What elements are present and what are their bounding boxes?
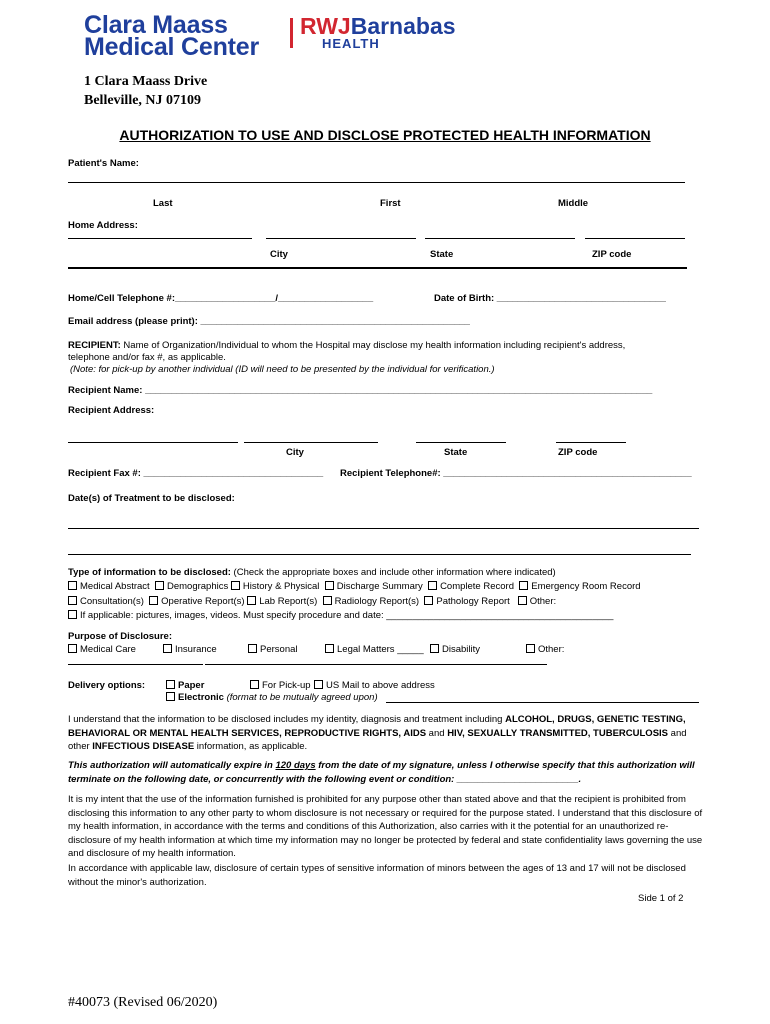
minors-paragraph: In accordance with applicable law, disclosure of certain types of sensitive information of minors between the ages of 13 and 17 will not be disclosed without the minor's authorization. <box>68 863 686 888</box>
address-line-2-field[interactable] <box>68 267 687 269</box>
partner-logo-barnabas: Barnabas <box>350 13 456 39</box>
recipient-heading: RECIPIENT: <box>68 340 121 351</box>
checkbox-square[interactable] <box>518 596 527 605</box>
checkbox-square[interactable] <box>231 581 240 590</box>
logo-line-2: Medical Center <box>84 33 260 61</box>
types-row-1 <box>68 581 641 592</box>
checkbox-purpose-medical-care[interactable] <box>68 644 136 655</box>
checkbox-purpose-disability[interactable] <box>430 644 480 655</box>
sensitive-info-paragraph <box>68 713 708 754</box>
form-number: #40073 (Revised 06/2020) <box>68 995 218 1010</box>
checkbox-operative-reports[interactable] <box>149 596 244 607</box>
checkbox-delivery-paper[interactable] <box>166 680 204 691</box>
checkbox-label: Other: <box>529 596 557 607</box>
intent-paragraph: It is my intent that the use of the information furnished is prohibited for any purpose other than stated above and that the recipient is prohibited from disclosing this information to any other party to whom disclosure is not necessary or required for the purpose stated. I understand that this disclosure of my health information, in accordance with the terms and conditions of this Authorization, also carries with it the potential for an unauthorized re-disclosure of my health information at which time my information may no longer be protected by federal and state confidentiality laws governing the use and disclosure of my health information. <box>68 794 703 859</box>
checkbox-square[interactable] <box>68 610 77 619</box>
checkbox-square[interactable] <box>68 596 77 605</box>
recipient-phone-field[interactable]: Recipient Telephone#: _______________________________________________ <box>340 468 692 479</box>
logo-line-1: Clara Maass <box>84 11 228 39</box>
checkbox-square[interactable] <box>166 680 175 689</box>
checkbox-square[interactable] <box>68 581 77 590</box>
email-field[interactable]: Email address (please print): ___________________________________________________ <box>68 316 470 327</box>
checkbox-delivery-pickup[interactable] <box>250 680 311 691</box>
dates-field-2[interactable] <box>68 554 691 555</box>
recipient-instructions <box>68 340 625 351</box>
checkbox-label: Disability <box>442 644 481 655</box>
checkbox-square[interactable] <box>519 581 528 590</box>
zip-caption: ZIP code <box>592 249 632 260</box>
electronic-note: (format to be mutually agreed upon) <box>226 692 378 703</box>
dob-field[interactable]: Date of Birth: ________________________________ <box>434 293 666 304</box>
hospital-logo <box>84 11 260 61</box>
checkbox-square[interactable] <box>163 644 172 653</box>
checkbox-label: For Pick-up <box>262 680 311 691</box>
electronic-format-field[interactable] <box>386 702 699 703</box>
checkbox-demographics[interactable] <box>155 581 228 592</box>
checkbox-label: Medical Care <box>80 644 136 655</box>
dates-field-1[interactable] <box>68 528 699 529</box>
checkbox-radiology-reports[interactable] <box>323 596 419 607</box>
checkbox-type-other[interactable] <box>518 596 556 607</box>
form-title: AUTHORIZATION TO USE AND DISCLOSE PROTECTED HEALTH INFORMATION <box>119 127 651 143</box>
dates-label: Date(s) of Treatment to be disclosed: <box>68 493 235 504</box>
checkbox-label: Personal <box>260 644 298 655</box>
address-line-2: Belleville, NJ 07109 <box>84 93 202 108</box>
checkbox-square[interactable] <box>323 596 332 605</box>
checkbox-square[interactable] <box>430 644 439 653</box>
checkbox-label: Operative Report(s) <box>161 596 245 607</box>
recipient-note: (Note: for pick-up by another individual (ID will need to be presented by the individual for verification.) <box>70 364 495 375</box>
para1-e: and other <box>68 727 687 752</box>
para1-f: INFECTIOUS DISEASE <box>92 741 195 752</box>
checkbox-square[interactable] <box>428 581 437 590</box>
recipient-city-field[interactable] <box>244 442 378 443</box>
address-line-1: 1 Clara Maass Drive <box>84 74 208 89</box>
hospital-address <box>84 72 207 110</box>
recipient-text: Name of Organization/Individual to whom the Hospital may disclose my health information including recipient's address, <box>120 340 626 351</box>
expiration-paragraph <box>68 759 708 786</box>
recipient-state-caption: State <box>444 447 468 458</box>
checkbox-complete-record[interactable] <box>428 581 514 592</box>
home-address-label: Home Address: <box>68 220 138 231</box>
partner-logo-rwj: RWJ <box>300 13 351 39</box>
checkbox-square[interactable] <box>149 596 158 605</box>
checkbox-medical-abstract[interactable] <box>68 581 150 592</box>
checkbox-label: Emergency Room Record <box>531 581 641 592</box>
checkbox-square[interactable] <box>166 692 175 701</box>
checkbox-label: If applicable: pictures, images, videos. Must specify procedure and date: ___________________________________________ <box>80 610 614 621</box>
type-instructions <box>68 567 556 578</box>
checkbox-square[interactable] <box>68 644 77 653</box>
recipient-name-field[interactable]: Recipient Name: ________________________________________________________________________________________________ <box>68 385 653 396</box>
checkbox-delivery-mail[interactable] <box>314 680 435 691</box>
logo-divider <box>290 18 293 48</box>
checkbox-label: Consultation(s) <box>80 596 144 607</box>
name-middle-caption: Middle <box>558 198 589 209</box>
checkbox-consultations[interactable] <box>68 596 144 607</box>
para1-a: I understand that the information to be disclosed includes my identity, diagnosis and treatment including <box>68 714 506 725</box>
patient-name-label: Patient's Name: <box>68 158 139 169</box>
recipient-text-2: telephone and/or fax #, as applicable. <box>68 352 226 363</box>
para2-b: 120 days <box>275 760 316 771</box>
checkbox-label: Discharge Summary <box>336 581 423 592</box>
checkbox-square[interactable] <box>155 581 164 590</box>
street-field[interactable] <box>68 238 252 239</box>
para1-b: ALCOHOL, DRUGS, GENETIC TESTING, BEHAVIORAL OR MENTAL HEALTH SERVICES, REPRODUCTIVE RIGHTS, AIDS <box>68 714 686 739</box>
city-field[interactable] <box>266 238 416 239</box>
state-field[interactable] <box>425 238 575 239</box>
checkbox-square[interactable] <box>250 680 259 689</box>
phone-field[interactable]: Home/Cell Telephone #:___________________/__________________ <box>68 293 374 304</box>
partner-logo-health: HEALTH <box>322 36 380 51</box>
checkbox-lab-reports[interactable] <box>247 596 317 607</box>
zip-field[interactable] <box>585 238 685 239</box>
checkbox-label: Medical Abstract <box>80 581 150 592</box>
purpose-row <box>68 644 708 658</box>
checkbox-square[interactable] <box>248 644 257 653</box>
checkbox-label: Insurance <box>175 644 217 655</box>
patient-name-field[interactable] <box>68 182 685 183</box>
checkbox-label: Demographics <box>166 581 229 592</box>
checkbox-label: History & Physical <box>242 581 320 592</box>
checkbox-label: Lab Report(s) <box>259 596 318 607</box>
checkbox-label: Pathology Report <box>436 596 510 607</box>
para1-d: HIV, SEXUALLY TRANSMITTED, TUBERCULOSIS <box>447 727 669 739</box>
checkbox-if-applicable[interactable] <box>68 610 613 621</box>
partner-logo <box>300 14 456 38</box>
recipient-address-label: Recipient Address: <box>68 405 155 416</box>
checkbox-label: Complete Record <box>440 581 514 592</box>
state-caption: State <box>430 249 454 260</box>
para2-a: This authorization will automatically expire in <box>68 760 276 771</box>
checkbox-label: Other: <box>538 644 565 655</box>
checkbox-label: Radiology Report(s) <box>334 596 420 607</box>
recipient-fax-field[interactable]: Recipient Fax #: __________________________________ <box>68 468 324 479</box>
checkbox-square[interactable] <box>325 644 334 653</box>
checkbox-label: Electronic <box>178 692 224 703</box>
checkbox-pathology-report[interactable] <box>424 596 509 607</box>
name-last-caption: Last <box>153 198 173 209</box>
checkbox-square[interactable] <box>526 644 535 653</box>
type-rest: (Check the appropriate boxes and include other information where indicated) <box>230 567 556 578</box>
name-first-caption: First <box>380 198 401 209</box>
checkbox-label: Legal Matters <box>337 644 395 655</box>
checkbox-discharge-summary[interactable] <box>325 581 423 592</box>
checkbox-square[interactable] <box>247 596 256 605</box>
delivery-label: Delivery options: <box>68 680 146 691</box>
checkbox-er-record[interactable] <box>519 581 640 592</box>
checkbox-purpose-other[interactable] <box>526 644 564 655</box>
checkbox-history-physical[interactable] <box>231 581 320 592</box>
checkbox-purpose-insurance[interactable] <box>163 644 217 655</box>
checkbox-label: Paper <box>178 680 205 691</box>
recipient-state-field[interactable] <box>416 442 506 443</box>
city-caption: City <box>270 249 288 260</box>
recipient-zip-field[interactable] <box>556 442 626 443</box>
purpose-other-field-2[interactable] <box>205 664 547 665</box>
recipient-street-field[interactable] <box>68 442 238 443</box>
page-side: Side 1 of 2 <box>638 893 684 904</box>
purpose-label: Purpose of Disclosure: <box>68 631 172 642</box>
checkbox-square[interactable] <box>325 581 334 590</box>
recipient-city-caption: City <box>286 447 304 458</box>
para1-c: and <box>426 727 448 739</box>
checkbox-purpose-legal[interactable]: Legal Matters _____ <box>325 644 424 655</box>
recipient-zip-caption: ZIP code <box>558 447 598 458</box>
checkbox-square[interactable] <box>314 680 323 689</box>
type-heading: Type of information to be disclosed: <box>68 567 231 578</box>
types-row-2 <box>68 596 556 607</box>
checkbox-label: US Mail to above address <box>326 680 435 691</box>
purpose-other-field-1[interactable] <box>68 664 203 665</box>
checkbox-delivery-electronic[interactable] <box>166 692 378 703</box>
checkbox-square[interactable] <box>424 596 433 605</box>
para2-c: from the date of my signature, unless I otherwise specify that this authorization will terminate on the following date, or concurrently with the following event or condition: _______________________. <box>68 760 695 785</box>
checkbox-purpose-personal[interactable] <box>248 644 298 655</box>
para1-g: information, as applicable. <box>194 741 308 752</box>
